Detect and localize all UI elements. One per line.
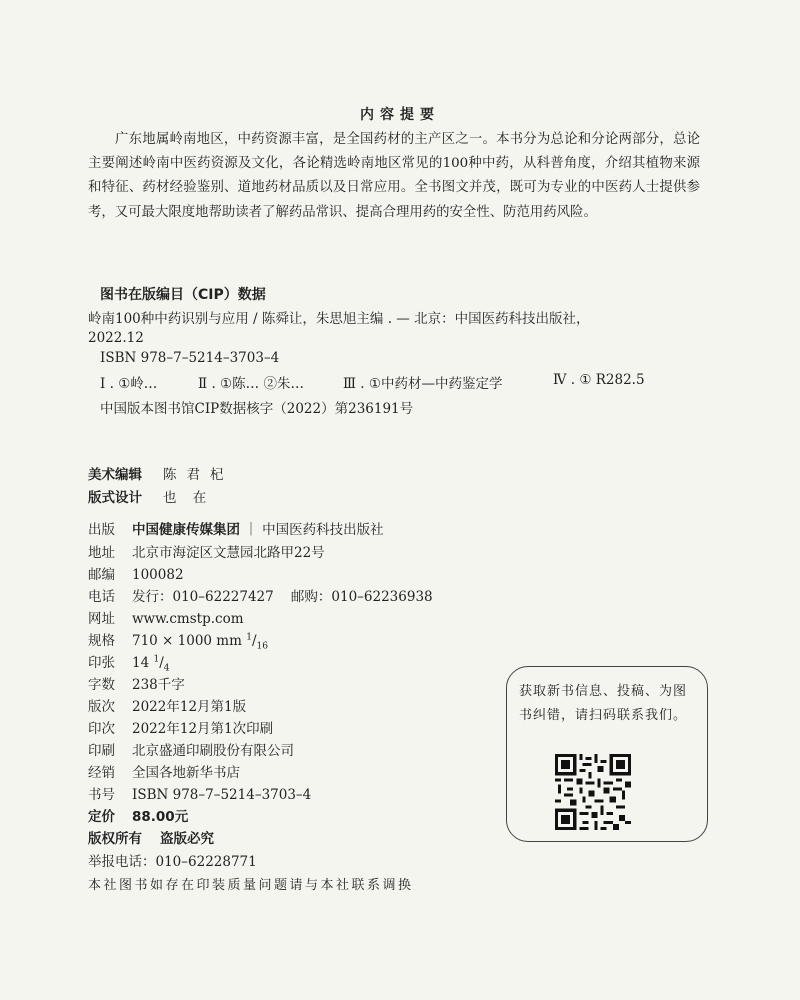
words-value: 238千字 — [132, 677, 185, 693]
designer: 也 在 — [163, 490, 207, 506]
distribution-key: 经销 — [88, 765, 115, 781]
sheets-sup: 1 — [153, 654, 160, 665]
cip-verify: 中国版本图书馆CIP数据核字（2022）第236191号 — [100, 401, 414, 417]
spec-value: 710 × 1000 mm — [132, 633, 247, 649]
words-row — [88, 673, 185, 693]
address-value: 北京市海淀区文慧园北路甲22号 — [132, 545, 325, 561]
words-key: 字数 — [88, 677, 115, 693]
spec-sup: 1 — [246, 632, 252, 643]
piracy-text: 盗版必究 — [160, 831, 214, 847]
footer-note: 本社图书如存在印装质量问题请与本社联系调换 — [88, 878, 414, 893]
web-key: 网址 — [88, 611, 115, 627]
price-key: 定价 — [88, 809, 115, 825]
printer-row — [88, 739, 294, 759]
postcode-row — [88, 563, 184, 583]
phone-row — [88, 585, 433, 605]
printer-key: 印刷 — [88, 743, 115, 759]
report-phone: 举报电话：010–62228771 — [88, 854, 257, 870]
qr-code-icon — [550, 754, 636, 830]
price-row — [88, 805, 188, 825]
edition-row — [88, 695, 246, 715]
printer-value: 北京盛通印刷股份有限公司 — [132, 743, 294, 759]
distribution-value: 全国各地新华书店 — [132, 765, 240, 781]
publisher-group: 中国健康传媒集团 — [132, 522, 240, 538]
postcode-value: 100082 — [132, 567, 184, 583]
publisher-key: 出版 — [88, 522, 115, 538]
cip-class-1: Ⅰ . ①岭… — [100, 376, 158, 392]
rights-row — [88, 827, 214, 847]
publisher-name: 中国医药科技出版社 — [262, 522, 384, 538]
distribution-row — [88, 761, 240, 781]
summary-body: 广东地属岭南地区，中药资源丰富，是全国药材的主产区之一。本书分为总论和分论两部分，总论主要阐述岭南中医药资源及文化，各论精选岭南地区常见的100种中药，从科普角度，介绍其植物来源和特征、药材经验鉴别、道地药材品质以及日常应用。全书图文并茂，既可为专业的中医药人士提供参考，又可最大限度地帮助读者了解药品常识、提高合理用药的安全性、防范用药风险。 — [88, 132, 700, 220]
edition-value: 2022年12月第1版 — [132, 699, 247, 715]
printing-value: 2022年12月第1次印刷 — [132, 721, 274, 737]
web-value: www.cmstp.com — [132, 611, 244, 627]
spec-key: 规格 — [88, 633, 115, 649]
rights-text: 版权所有 — [88, 831, 142, 847]
isbn-value: ISBN 978–7–5214–3703–4 — [132, 787, 312, 803]
cip-class-2: Ⅱ . ①陈… ②朱… — [198, 376, 304, 392]
edition-key: 版次 — [88, 699, 115, 715]
cip-class-4: Ⅳ . ① R282.5 — [553, 372, 645, 388]
cip-date-line: 2022.12 — [88, 330, 144, 346]
sheets-slash: / — [159, 655, 164, 671]
web-row — [88, 607, 244, 627]
publisher-separator: ｜ — [244, 522, 258, 538]
cip-class-3: Ⅲ . ①中药材—中药鉴定学 — [343, 376, 503, 392]
publisher-row — [88, 518, 384, 538]
phone-value: 发行：010–62227427 邮购：010–62236938 — [132, 589, 433, 605]
spec-row — [88, 629, 268, 652]
address-row — [88, 541, 325, 561]
isbn-key: 书号 — [88, 787, 115, 803]
spec-slash: / — [251, 633, 257, 649]
sheets-key: 印张 — [88, 655, 115, 671]
sheets-row — [88, 651, 170, 674]
art-editor: 陈君杞 — [163, 467, 234, 483]
printing-key: 印次 — [88, 721, 115, 737]
cip-heading: 图书在版编目（CIP）数据 — [100, 287, 266, 303]
sheets-sub: 4 — [163, 663, 170, 674]
isbn-row — [88, 783, 311, 803]
postcode-key: 邮编 — [88, 567, 115, 583]
address-key: 地址 — [88, 545, 115, 561]
spec-sub: 16 — [256, 641, 268, 652]
art-editor-label: 美术编辑 — [88, 467, 142, 483]
price-value: 88.00元 — [132, 809, 189, 825]
summary-title: 内容提要 — [360, 107, 440, 123]
sheets-value: 14 — [132, 655, 154, 671]
qr-callout-text: 获取新书信息、投稿、为图书纠错，请扫码联系我们。 — [519, 684, 688, 723]
cip-isbn: ISBN 978–7–5214–3703–4 — [100, 350, 280, 366]
printing-row — [88, 717, 273, 737]
cip-title-line: 岭南100种中药识别与应用 / 陈舜让，朱思旭主编 . — 北京：中国医药科技出版社， — [88, 311, 590, 327]
phone-key: 电话 — [88, 589, 115, 605]
design-label: 版式设计 — [88, 490, 142, 506]
